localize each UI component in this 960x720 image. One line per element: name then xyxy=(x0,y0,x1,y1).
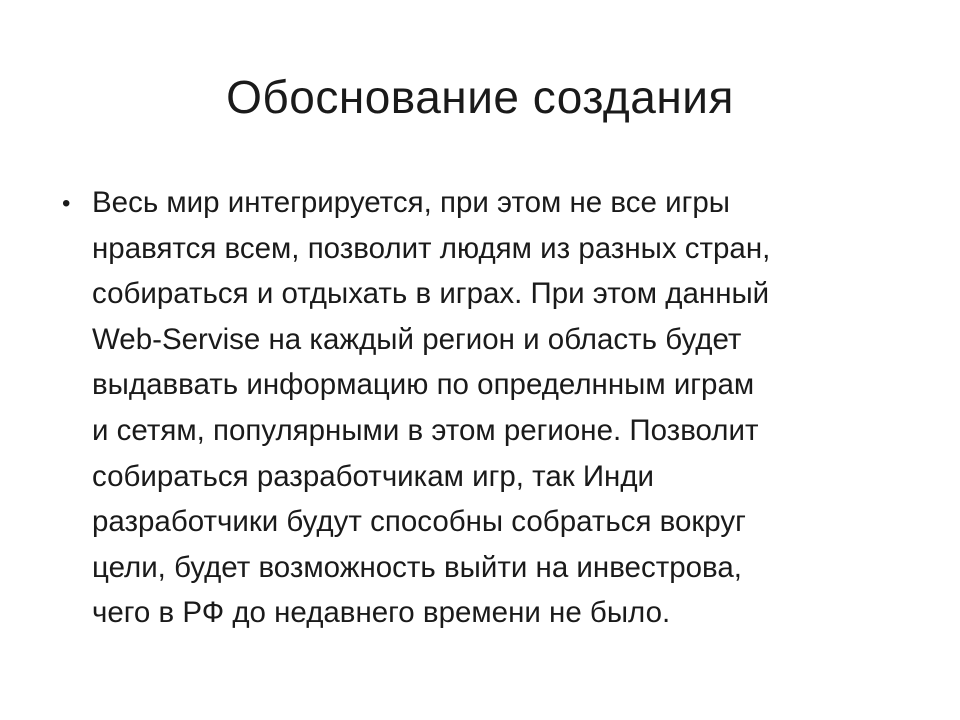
bullet-line: цели, будет возможность выйти на инвестрова, xyxy=(92,550,742,584)
bullet-line: и сетям, популярными в этом регионе. Позволит xyxy=(92,413,759,447)
bullet-line: нравятся всем, позволит людям из разных стран, xyxy=(92,231,771,265)
bullet-line: чего в РФ до недавнего времени не было. xyxy=(92,596,671,630)
bullet-line: Весь мир интегрируется, при этом не все игры xyxy=(92,186,730,219)
bullet-dot-icon: • xyxy=(62,190,71,217)
bullet-line: выдаввать информацию по определнным играм xyxy=(92,368,755,402)
bullet-line: Web-Servise на каждый регион и область будет xyxy=(92,322,742,356)
slide-title: Обоснование создания xyxy=(226,71,734,123)
slide-body xyxy=(56,180,916,636)
bullet-line: разработчики будут способны собраться вокруг xyxy=(92,505,746,539)
bullet-text xyxy=(92,180,916,636)
bullet-item xyxy=(56,180,916,636)
bullet-line: собираться разработчикам игр, так Инди xyxy=(92,459,655,493)
bullet-line: собираться и отдыхать в играх. При этом данный xyxy=(92,277,770,311)
